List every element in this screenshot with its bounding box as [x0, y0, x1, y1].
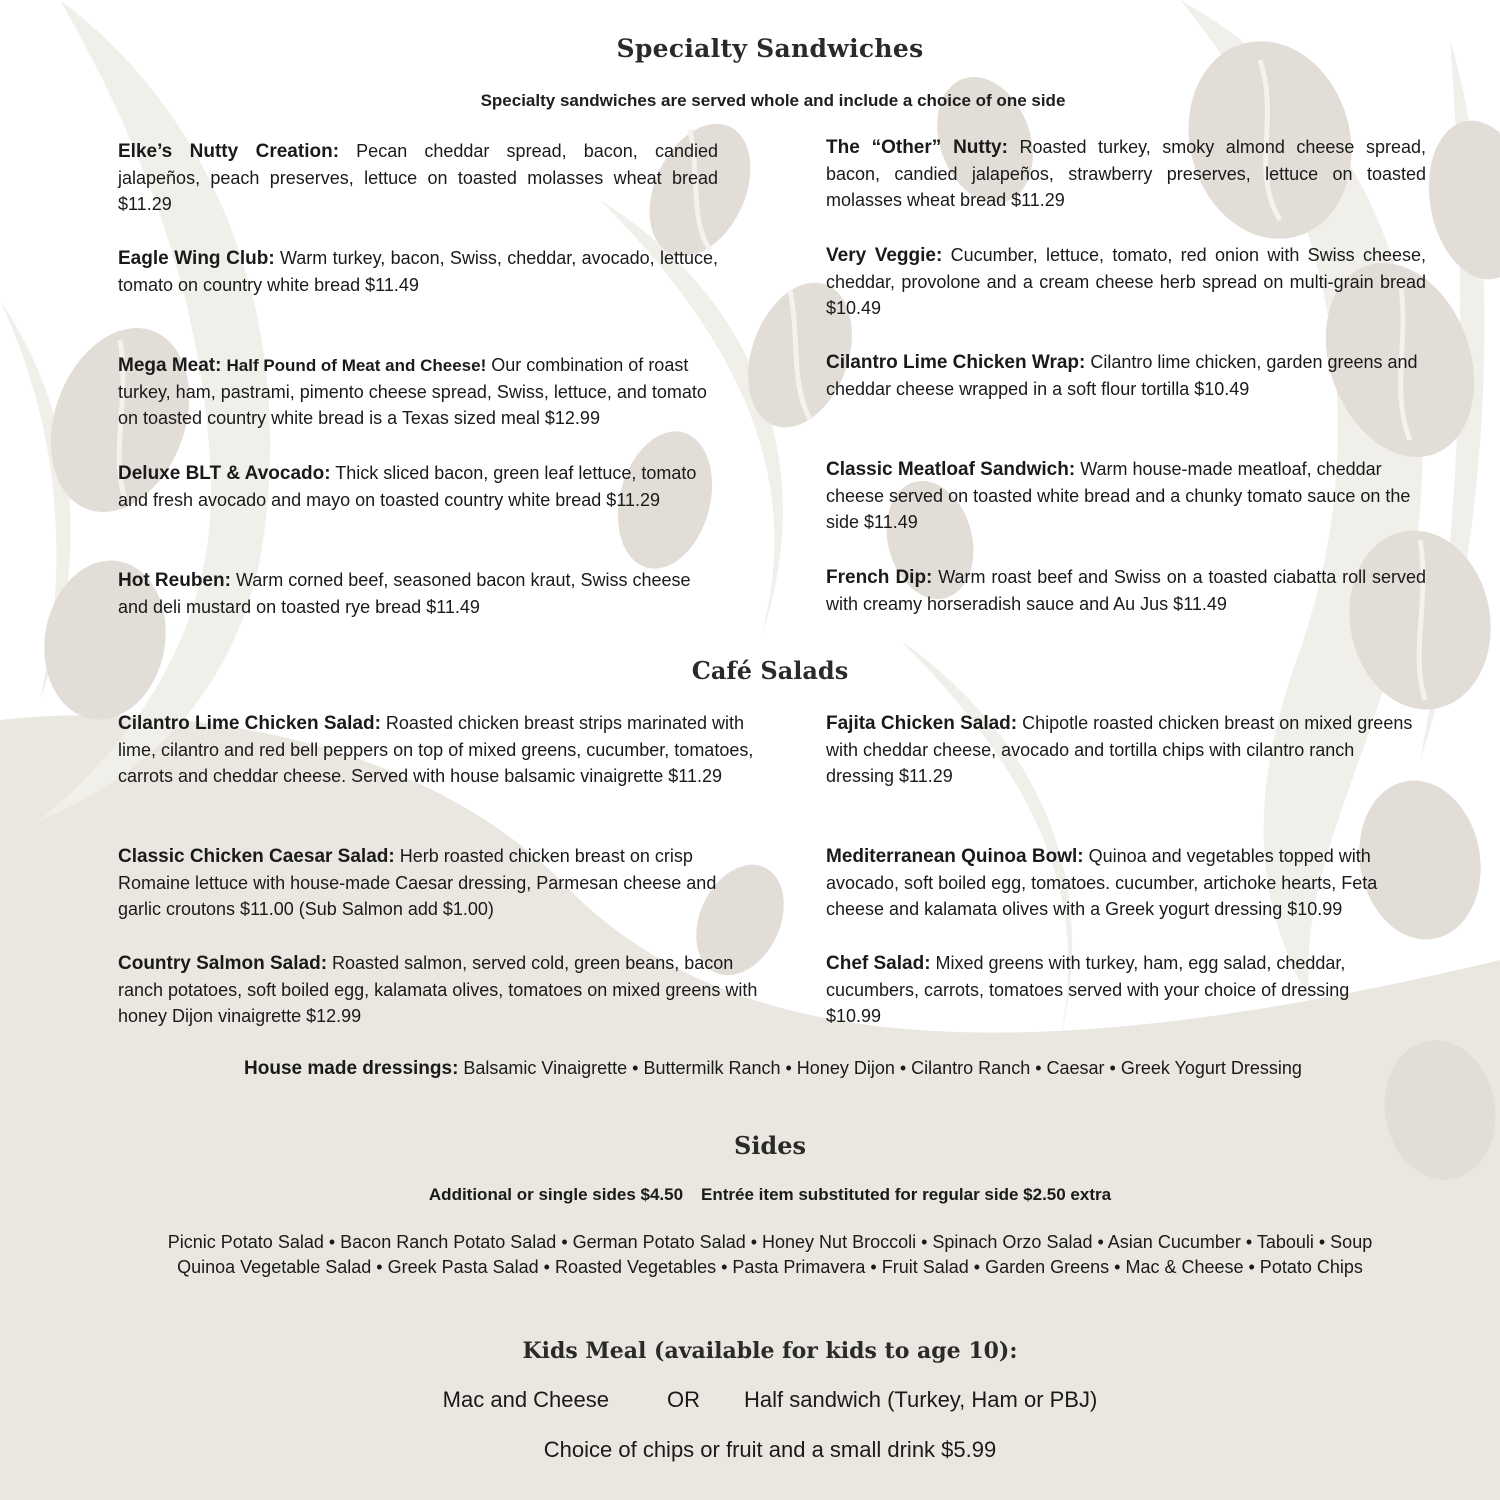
- menu-item: [826, 950, 1396, 1029]
- menu-item: [118, 950, 758, 1029]
- menu-item: [118, 567, 718, 620]
- item-name: Cilantro Lime Chicken Wrap:: [826, 352, 1086, 373]
- menu-item: [826, 242, 1426, 321]
- cafe-salads-heading: Café Salads: [691, 656, 849, 685]
- item-desc: Our combination of roast turkey, ham, pastrami, pimento cheese spread, Swiss, lettuce, and tomato on toasted country white bread is a Texas sized meal $12.99: [118, 355, 707, 428]
- sides-note-substitute: Entrée item substituted for regular side $2.50 extra: [701, 1185, 1112, 1204]
- item-name: Deluxe BLT & Avocado:: [118, 463, 331, 484]
- menu-item: [118, 710, 758, 789]
- item-desc: Warm house-made meatloaf, cheddar cheese served on toasted white bread and a chunky tomato sauce on the side $11.49: [826, 459, 1411, 532]
- kids-meal-options: [0, 1387, 1500, 1413]
- item-name: Eagle Wing Club:: [118, 248, 275, 269]
- item-name: Chef Salad:: [826, 953, 931, 974]
- item-desc: Roasted chicken breast strips marinated with lime, cilantro and red bell peppers on top of mixed greens, cucumber, tomatoes, carrots and cheddar cheese. Served with house balsamic vinaigrette $11.29: [118, 713, 754, 786]
- dressings-label: House made dressings:: [244, 1058, 459, 1079]
- menu-item: [118, 843, 758, 922]
- sides-list-line: Picnic Potato Salad • Bacon Ranch Potato Salad • German Potato Salad • Honey Nut Broccoli • Spinach Orzo Salad • Asian Cucumber • Tabouli • Soup: [167, 1232, 1373, 1252]
- item-name: Country Salmon Salad:: [118, 953, 328, 974]
- menu-item: [118, 460, 718, 513]
- specialty-sandwiches-heading: Specialty Sandwiches: [616, 34, 924, 63]
- item-desc: Warm roast beef and Swiss on a toasted ciabatta roll served with creamy horseradish sauce and Au Jus $11.49: [826, 567, 1426, 614]
- item-desc: Cucumber, lettuce, tomato, red onion with Swiss cheese, cheddar, provolone and a cream cheese herb spread on multi-grain bread $10.49: [826, 245, 1426, 318]
- item-name: Classic Meatloaf Sandwich:: [826, 459, 1076, 480]
- menu-item: [826, 134, 1426, 213]
- sides-note-single: Additional or single sides $4.50: [428, 1185, 684, 1204]
- sandwiches-subtitle: Specialty sandwiches are served whole and include a choice of one side: [480, 91, 1066, 110]
- menu-item: [118, 138, 718, 217]
- item-desc: Cilantro lime chicken, garden greens and cheddar cheese wrapped in a soft flour tortilla $10.49: [826, 352, 1418, 399]
- item-desc: Chipotle roasted chicken breast on mixed greens with cheddar cheese, avocado and tortilla chips with cilantro ranch dressing $11.29: [826, 713, 1413, 786]
- item-desc: Thick sliced bacon, green leaf lettuce, tomato and fresh avocado and mayo on toasted country white bread $11.29: [118, 463, 697, 510]
- item-name: Cilantro Lime Chicken Salad:: [118, 713, 381, 734]
- kids-meal-heading: Kids Meal (available for kids to age 10):: [522, 1338, 1018, 1364]
- item-name: Fajita Chicken Salad:: [826, 713, 1018, 734]
- menu-item: [826, 349, 1426, 402]
- menu-item: [826, 564, 1426, 617]
- item-name: Mega Meat:: [118, 355, 222, 376]
- menu-item: [118, 245, 718, 298]
- item-name: Mediterranean Quinoa Bowl:: [826, 846, 1084, 867]
- kids-option-sandwich: Half sandwich (Turkey, Ham or PBJ): [744, 1387, 1098, 1412]
- kids-meal-note: Choice of chips or fruit and a small drink $5.99: [543, 1437, 997, 1462]
- item-name: Classic Chicken Caesar Salad:: [118, 846, 395, 867]
- sides-list-line: Quinoa Vegetable Salad • Greek Pasta Salad • Roasted Vegetables • Pasta Primavera • Fruit Salad • Garden Greens • Mac & Cheese • Potato Chips: [177, 1257, 1363, 1277]
- kids-option-separator: OR: [667, 1387, 700, 1412]
- item-desc: Pecan cheddar spread, bacon, candied jalapeños, peach preserves, lettuce on toasted molasses wheat bread $11.29: [118, 141, 718, 214]
- menu-item: [118, 352, 718, 431]
- sides-pricing-note: [0, 1185, 1500, 1205]
- item-desc: Roasted salmon, served cold, green beans, bacon ranch potatoes, soft boiled egg, kalamata olives, tomatoes on mixed greens with honey Dijon vinaigrette $12.99: [118, 953, 758, 1026]
- sides-heading: Sides: [733, 1131, 806, 1160]
- item-desc: Warm turkey, bacon, Swiss, cheddar, avocado, lettuce, tomato on country white bread $11.49: [118, 248, 718, 295]
- item-name: The “Other” Nutty:: [826, 137, 1008, 158]
- dressings-list: Balsamic Vinaigrette • Buttermilk Ranch • Honey Dijon • Cilantro Ranch • Caesar • Greek Yogurt Dressing: [458, 1058, 1302, 1078]
- kids-option-mac: Mac and Cheese: [442, 1387, 609, 1412]
- house-dressings: [0, 1058, 1500, 1080]
- item-name: Very Veggie:: [826, 245, 943, 266]
- item-name: French Dip:: [826, 567, 933, 588]
- item-desc: Warm corned beef, seasoned bacon kraut, Swiss cheese and deli mustard on toasted rye bread $11.49: [118, 570, 691, 617]
- item-desc: Quinoa and vegetables topped with avocado, soft boiled egg, tomatoes. cucumber, artichoke hearts, Feta cheese and kalamata olives with a Greek yogurt dressing $10.99: [826, 846, 1378, 919]
- item-desc: Mixed greens with turkey, ham, egg salad, cheddar, cucumbers, carrots, tomatoes served with your choice of dressing $10.99: [826, 953, 1350, 1026]
- item-name: Elke’s Nutty Creation:: [118, 141, 340, 162]
- menu-item: [826, 456, 1426, 535]
- menu-item: [826, 843, 1421, 922]
- item-tagline: Half Pound of Meat and Cheese!: [226, 356, 487, 375]
- item-desc: Roasted turkey, smoky almond cheese spread, bacon, candied jalapeños, strawberry preserves, lettuce on toasted molasses wheat bread $11.29: [826, 137, 1426, 210]
- menu-item: [826, 710, 1416, 789]
- item-name: Hot Reuben:: [118, 570, 231, 591]
- item-desc: Herb roasted chicken breast on crisp Romaine lettuce with house-made Caesar dressing, Parmesan cheese and garlic croutons $11.00 (Sub Salmon add $1.00): [118, 846, 717, 919]
